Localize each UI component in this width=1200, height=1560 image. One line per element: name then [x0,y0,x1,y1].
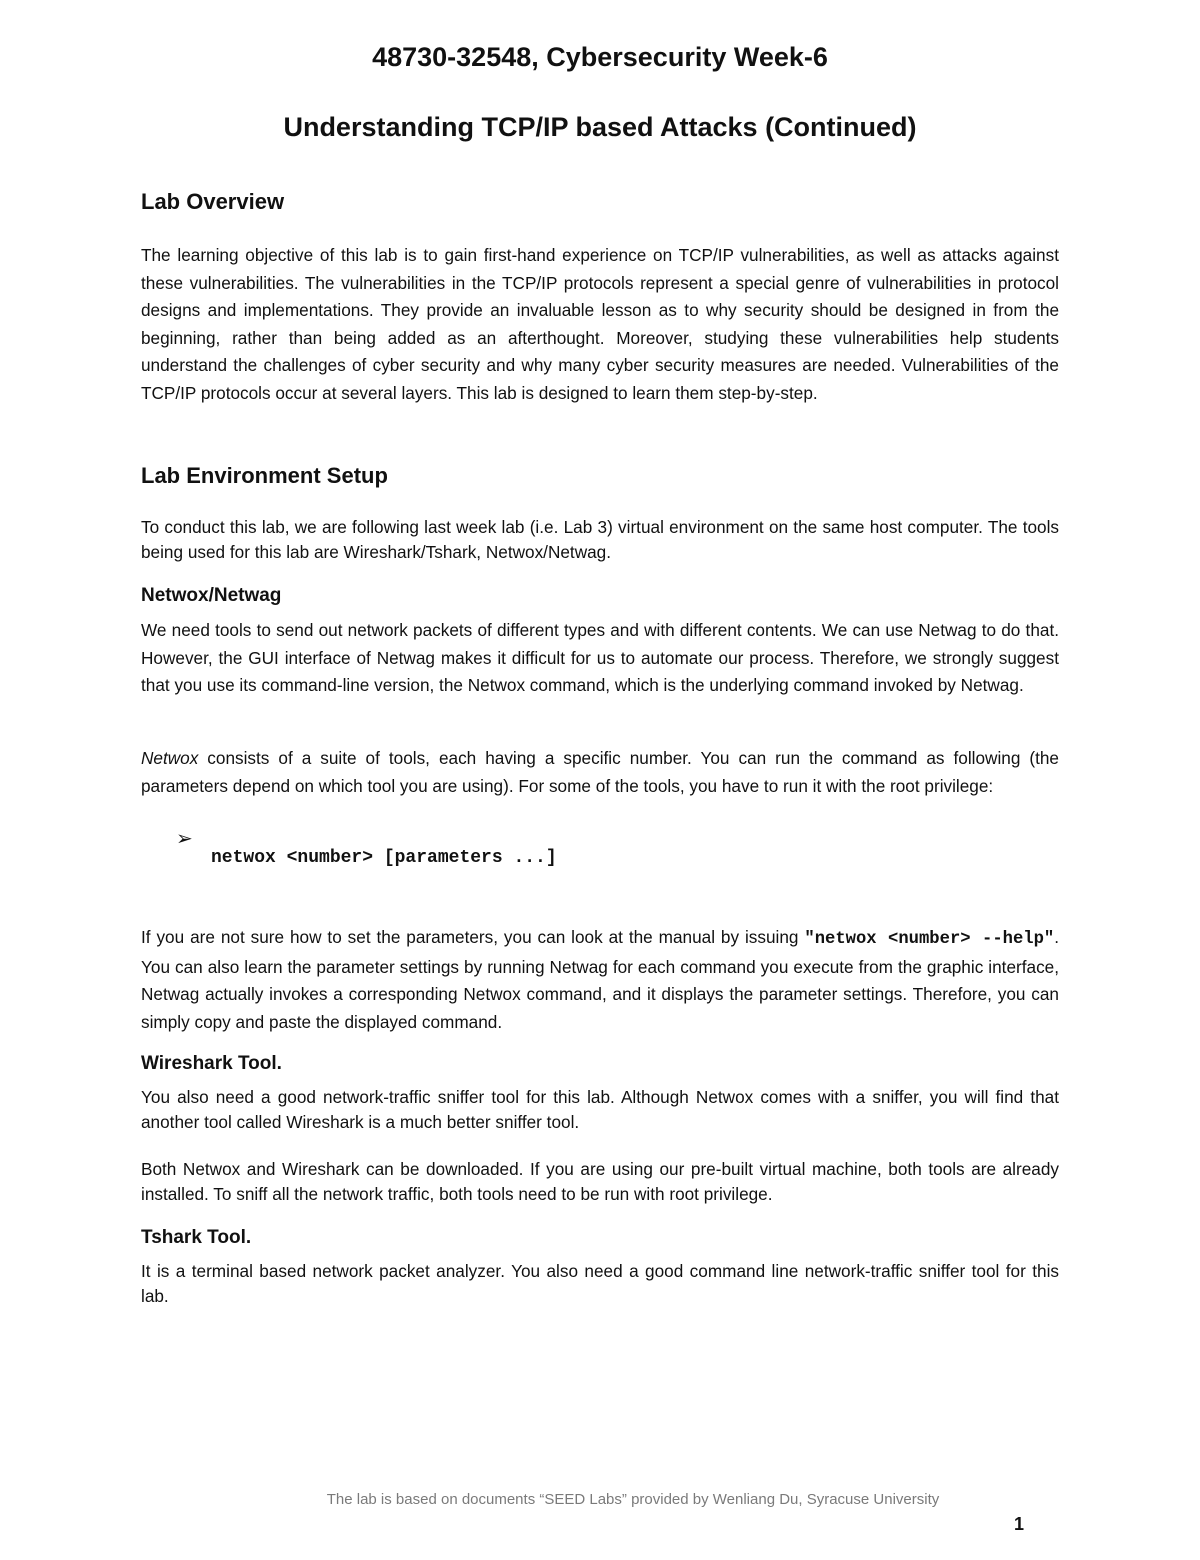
bullet-arrow-icon: ➢ [176,828,193,850]
tshark-heading: Tshark Tool. [141,1227,252,1248]
page-number: 1 [1014,1514,1025,1534]
netwox-command: netwox <number> [parameters ...] [211,848,557,868]
lab-environment-heading: Lab Environment Setup [141,463,388,488]
wireshark-heading: Wireshark Tool. [141,1053,282,1074]
netwox-paragraph-3 [141,924,1059,1036]
page-title: Understanding TCP/IP based Attacks (Continued) [283,112,917,142]
netwox-paragraph-3-text-b: . You can also learn the parameter settings by running Netwag for each command you execute from the graphic interface, Netwag actually invokes a corresponding Netwox command, and it displays the parameter settings. Therefore, you can simply copy and paste the displayed command. [141,927,1059,1032]
tshark-paragraph: It is a terminal based network packet analyzer. You also need a good command line network-traffic sniffer tool for this lab. [141,1261,1059,1306]
netwox-help-command: "netwox <number> --help" [804,930,1055,949]
netwox-paragraph-2-text: consists of a suite of tools, each having a specific number. You can run the command as following (the parameters depend on which tool you are using). For some of the tools, you have to run it with the root privilege: [141,748,1059,796]
course-title: 48730-32548, Cybersecurity Week-6 [372,42,828,72]
lab-overview-paragraph: The learning objective of this lab is to gain first-hand experience on TCP/IP vulnerabilities, as well as attacks against these vulnerabilities. The vulnerabilities in the TCP/IP protocols represent a special genre of vulnerabilities in protocol designs and implementations. They provide an invaluable lesson as to why security should be designed in from the beginning, rather than being added as an afterthought. Moreover, studying these vulnerabilities help students understand the challenges of cyber security and why many cyber security measures are needed. Vulnerabilities of the TCP/IP protocols occur at several layers. This lab is designed to learn them step-by-step. [141,245,1059,403]
netwox-paragraph-3-text-a: If you are not sure how to set the parameters, you can look at the manual by issuing [141,927,805,947]
netwox-netwag-heading: Netwox/Netwag [141,585,282,606]
lab-environment-paragraph: To conduct this lab, we are following last week lab (i.e. Lab 3) virtual environment on the same host computer. The tools being used for this lab are Wireshark/Tshark, Netwox/Netwag. [141,517,1059,562]
netwox-paragraph-2 [141,745,1059,800]
netwox-paragraph-1: We need tools to send out network packets of different types and with different contents. We can use Netwag to do that. However, the GUI interface of Netwag makes it difficult for us to automate our process. Therefore, we strongly suggest that you use its command-line version, the Netwox command, which is the underlying command invoked by Netwag. [141,620,1059,695]
wireshark-paragraph-1: You also need a good network-traffic sniffer tool for this lab. Although Netwox comes with a sniffer, you will find that another tool called Wireshark is a much better sniffer tool. [141,1087,1059,1132]
lab-overview-heading: Lab Overview [141,189,285,214]
footer-credit: The lab is based on documents “SEED Labs” provided by Wenliang Du, Syracuse University [326,1491,940,1508]
netwox-emphasis: Netwox [141,748,199,768]
wireshark-paragraph-2: Both Netwox and Wireshark can be downloaded. If you are using our pre-built virtual machine, both tools are already installed. To sniff all the network traffic, both tools need to be run with root privilege. [141,1159,1059,1204]
